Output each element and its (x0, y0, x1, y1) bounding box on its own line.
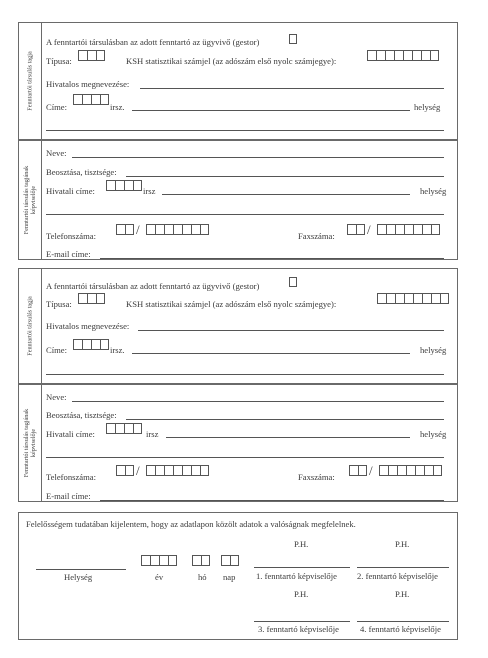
hivatali-cime-line[interactable] (166, 437, 410, 438)
ph-label-2: P.H. (395, 539, 410, 549)
tipusa-label: Típusa: (46, 56, 72, 66)
cime-label: Címe: (46, 102, 68, 112)
telefon-number-boxes[interactable] (146, 465, 209, 476)
fax-number-boxes[interactable] (379, 465, 442, 476)
helyseg-caption: Helység (64, 572, 93, 582)
helyseg-label: helység (420, 186, 447, 196)
neve-label: Neve: (46, 392, 67, 402)
ksh-boxes[interactable] (367, 50, 439, 61)
hivatali-cime-label: Hivatali címe: (46, 429, 95, 439)
beosztasa-label: Beosztása, tisztsége: (46, 167, 117, 177)
beosztasa-line[interactable] (126, 176, 444, 177)
helyseg-label: helység (420, 429, 447, 439)
sig1-caption: 1. fenntartó képviselője (256, 571, 337, 581)
hivatalos-label: Hivatalos megnevezése: (46, 79, 130, 89)
ph-label-3: P.H. (294, 589, 309, 599)
irsz-boxes[interactable] (73, 94, 109, 105)
email-label: E-mail címe: (46, 491, 91, 501)
cime-line[interactable] (132, 353, 410, 354)
telefon-slash: / (136, 463, 140, 478)
email-line[interactable] (100, 500, 444, 501)
faxszama-label: Faxszáma: (298, 231, 335, 241)
fax-slash: / (367, 222, 371, 237)
hivatali-cime-label: Hivatali címe: (46, 186, 95, 196)
ev-caption: év (155, 572, 164, 582)
ksh-boxes[interactable] (377, 293, 449, 304)
cime-line[interactable] (132, 110, 410, 111)
irsz-label: irsz (143, 186, 156, 196)
ph-label-4: P.H. (395, 589, 410, 599)
tipusa-boxes[interactable] (78, 293, 105, 304)
neve-line[interactable] (72, 401, 444, 402)
ho-caption: hó (198, 572, 207, 582)
ksh-label: KSH statisztikai számjel (az adószám első nyolc számjegye): (126, 299, 337, 309)
gestor-header: A fenntartói társulásban az adott fenntartó az ügyvivő (gestor) (46, 281, 260, 291)
ksh-label: KSH statisztikai számjel (az adószám első nyolc számjegye): (126, 56, 337, 66)
side-label-cell (19, 269, 42, 383)
sig1-line[interactable] (254, 567, 350, 568)
beosztasa-label: Beosztása, tisztsége: (46, 410, 117, 420)
irsz-boxes[interactable] (106, 423, 142, 434)
neve-label: Neve: (46, 148, 67, 158)
helyseg-label: helység (420, 345, 447, 355)
tipusa-boxes[interactable] (78, 50, 105, 61)
sig4-caption: 4. fenntartó képviselője (360, 624, 441, 634)
fax-area-boxes[interactable] (347, 224, 365, 235)
irsz-label: irsz. (110, 102, 125, 112)
side-label: Fenntartói társulás tagjának képviselője (22, 408, 37, 478)
hivatali-cime-line-2[interactable] (46, 457, 444, 458)
irsz-label: irsz. (110, 345, 125, 355)
side-label-cell (19, 141, 42, 259)
telefon-number-boxes[interactable] (146, 224, 209, 235)
cime-line-2[interactable] (46, 130, 444, 131)
telefonszama-label: Telefonszáma: (46, 472, 96, 482)
fax-slash: / (369, 463, 373, 478)
neve-line[interactable] (72, 157, 444, 158)
sig3-line[interactable] (254, 621, 350, 622)
email-line[interactable] (100, 258, 444, 259)
hivatali-cime-line-2[interactable] (46, 214, 444, 215)
irsz-boxes[interactable] (106, 180, 142, 191)
faxszama-label: Faxszáma: (298, 472, 335, 482)
helyseg-line[interactable] (36, 569, 126, 570)
ph-label-1: P.H. (294, 539, 309, 549)
side-label-cell (19, 385, 42, 501)
sig4-line[interactable] (357, 621, 449, 622)
gestor-header: A fenntartói társulásban az adott fenntartó az ügyvivő (gestor) (46, 37, 260, 47)
cime-line-2[interactable] (46, 374, 444, 375)
irsz-boxes[interactable] (73, 339, 109, 350)
helyseg-label: helység (414, 102, 441, 112)
irsz-label: irsz (146, 429, 159, 439)
year-boxes[interactable] (141, 555, 177, 566)
beosztasa-line[interactable] (126, 419, 444, 420)
gestor-checkbox[interactable] (289, 277, 297, 287)
sig2-caption: 2. fenntartó képviselője (357, 571, 438, 581)
rep-section-1 (18, 140, 458, 260)
day-boxes[interactable] (221, 555, 239, 566)
side-label: Fenntartói társulás tagjának képviselője (22, 165, 37, 235)
cime-label: Címe: (46, 345, 68, 355)
side-label: Fenntartói társulás tagja (26, 296, 34, 356)
hivatali-cime-line[interactable] (162, 194, 410, 195)
side-label: Fenntartói társulás tagja (26, 51, 34, 111)
fax-area-boxes[interactable] (349, 465, 367, 476)
telefon-slash: / (136, 222, 140, 237)
hivatalos-line[interactable] (138, 330, 444, 331)
gestor-checkbox[interactable] (289, 34, 297, 44)
fax-number-boxes[interactable] (377, 224, 440, 235)
side-label-cell (19, 23, 42, 139)
nap-caption: nap (223, 572, 236, 582)
hivatalos-label: Hivatalos megnevezése: (46, 321, 130, 331)
sig2-line[interactable] (357, 567, 449, 568)
hivatalos-line[interactable] (140, 88, 444, 89)
telefonszama-label: Telefonszáma: (46, 231, 96, 241)
email-label: E-mail címe: (46, 249, 91, 259)
telefon-area-boxes[interactable] (116, 224, 134, 235)
telefon-area-boxes[interactable] (116, 465, 134, 476)
sig3-caption: 3. fenntartó képviselője (258, 624, 339, 634)
month-boxes[interactable] (192, 555, 210, 566)
tipusa-label: Típusa: (46, 299, 72, 309)
declaration-text: Felelősségem tudatában kijelentem, hogy az adatlapon közölt adatok a valóságnak megfelelnek. (26, 519, 356, 529)
